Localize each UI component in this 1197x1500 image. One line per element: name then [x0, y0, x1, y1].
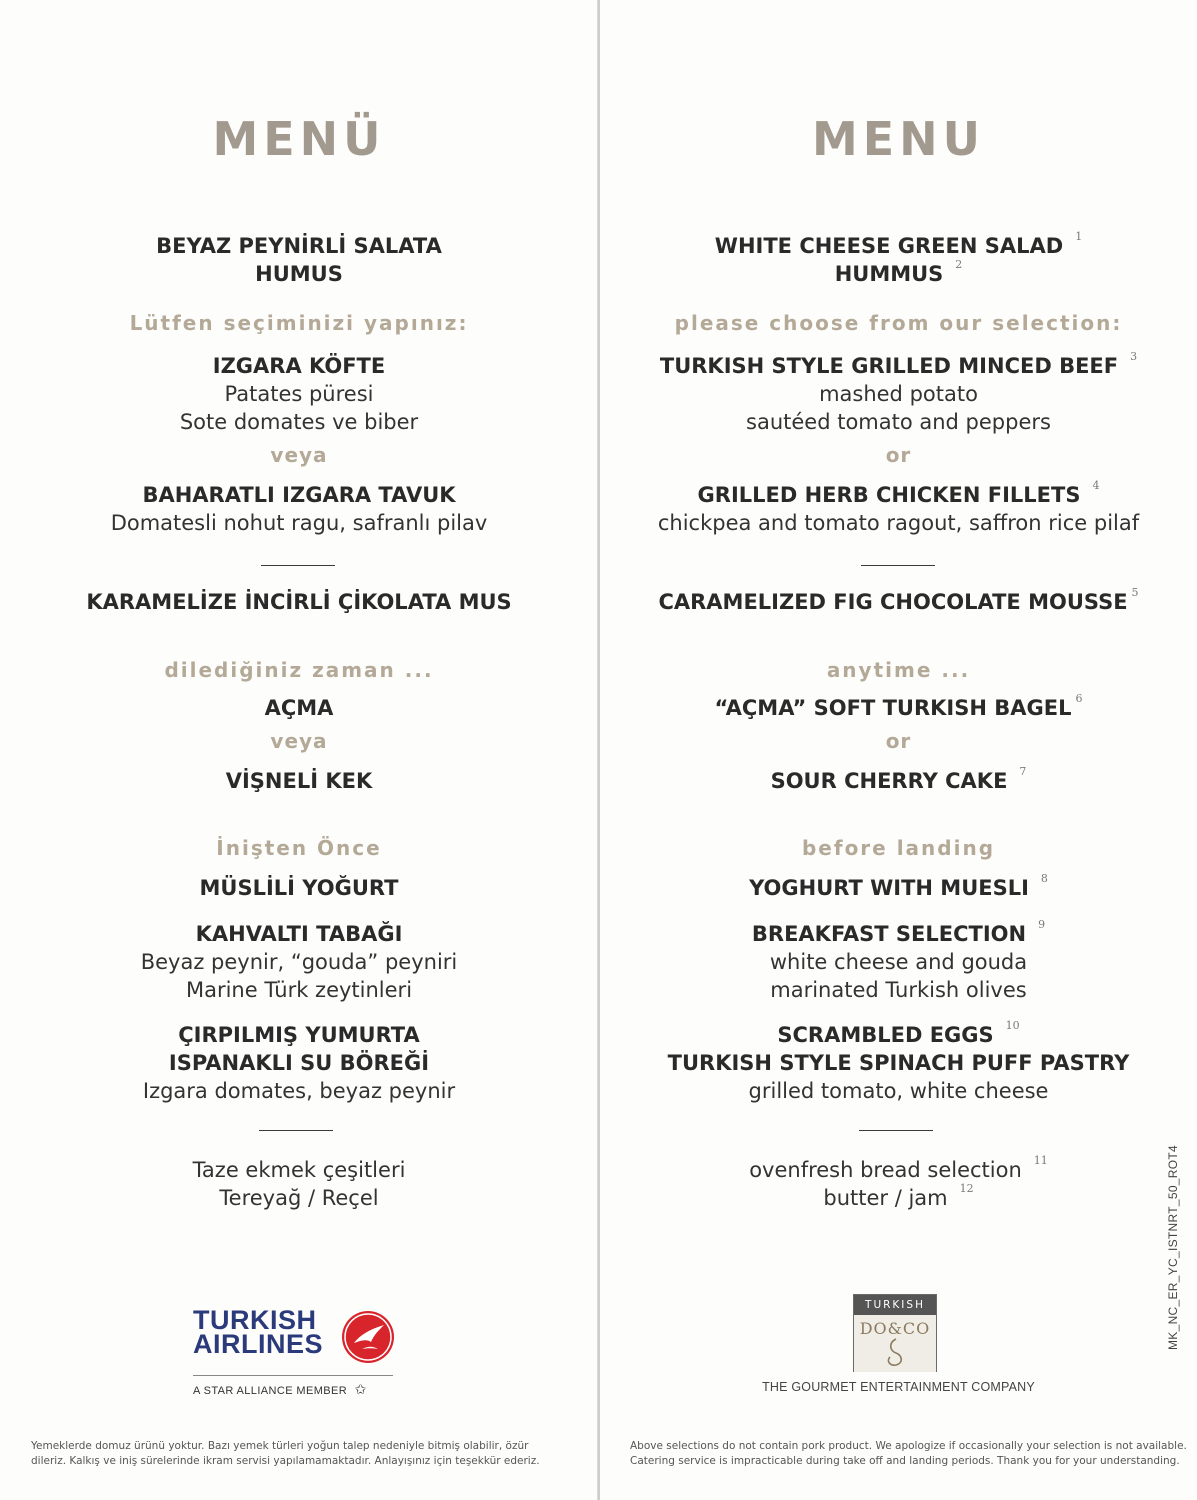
main-course-title: IZGARA KÖFTE: [212, 354, 386, 378]
main-course-title: TURKISH STYLE GRILLED MINCED BEEF $^3$: [659, 350, 1138, 378]
footnote: Above selections do not contain pork product. We apologize if occasionally your selection is not available. Catering service is impracticable during take off and landing periods. Thank you for your understanding.: [630, 1440, 1187, 1467]
doco-logo: [853, 1294, 937, 1372]
item-number: 10: [1005, 1019, 1020, 1032]
item-number: 4: [1092, 479, 1100, 492]
breakfast-detail: grilled tomato, white cheese: [748, 1079, 1049, 1103]
menu-code: MK_NC_ER_YC_ISTNRT_50_ROT4: [1166, 1145, 1180, 1350]
turkish-airlines-logo: [193, 1305, 324, 1359]
bread-item: Tereyağ / Reçel: [219, 1186, 379, 1210]
or-separator: or: [885, 443, 912, 467]
section-divider: [259, 1130, 333, 1131]
breakfast-detail: white cheese and gouda: [769, 950, 1028, 974]
breakfast-detail: Marine Türk zeytinleri: [185, 978, 413, 1002]
selection-heading: Lütfen seçiminizi yapınız:: [129, 311, 469, 335]
item-number: 3: [1130, 350, 1138, 363]
breakfast-item: ISPANAKLI SU BÖREĞİ: [168, 1051, 430, 1075]
breakfast-item: TURKISH STYLE SPINACH PUFF PASTRY: [667, 1051, 1130, 1075]
star-alliance-icon: ✩: [354, 1381, 367, 1397]
doco-tagline: THE GOURMET ENTERTAINMENT COMPANY: [762, 1380, 1035, 1394]
doco-logo-header: TURKISH: [854, 1295, 936, 1315]
main-course-detail: sautéed tomato and peppers: [746, 410, 1051, 434]
bread-item: ovenfresh bread selection $^{11}$: [749, 1154, 1048, 1182]
snack-item: VİŞNELİ KEK: [225, 769, 373, 793]
item-number: 5: [1131, 586, 1139, 599]
or-separator: veya: [270, 729, 328, 753]
airline-globe-icon: [340, 1309, 396, 1365]
breakfast-detail: marinated Turkish olives: [770, 978, 1027, 1002]
main-course-title: BAHARATLI IZGARA TAVUK: [142, 483, 456, 507]
breakfast-detail: Izgara domates, beyaz peynir: [142, 1079, 456, 1103]
section-divider: [859, 1130, 933, 1131]
doco-logo-text: DO&CO: [859, 1319, 931, 1338]
section-divider: [261, 565, 335, 566]
anytime-heading: dilediğiniz zaman ...: [164, 658, 434, 682]
breakfast-item: ÇIRPILMIŞ YUMURTA: [178, 1023, 420, 1047]
starter-item: WHITE CHEESE GREEN SALAD $^1$: [714, 230, 1083, 258]
item-number: 11: [1033, 1154, 1048, 1167]
starter-item: BEYAZ PEYNİRLİ SALATA: [156, 234, 442, 258]
main-course-detail: mashed potato: [819, 382, 978, 406]
dessert-item: CARAMELIZED FIG CHOCOLATE MOUSSE $^5$: [658, 586, 1139, 614]
section-divider: [861, 565, 935, 566]
logo-text: AIRLINES: [193, 1329, 324, 1359]
dessert-item: KARAMELİZE İNCİRLİ ÇİKOLATA MUS: [86, 590, 512, 614]
logo-text: TURKISH: [193, 1305, 317, 1335]
item-number: 9: [1038, 918, 1046, 931]
star-alliance-label: A STAR ALLIANCE MEMBER ✩: [193, 1381, 367, 1397]
main-course-detail: chickpea and tomato ragout, saffron rice pilaf: [657, 511, 1140, 535]
main-course-title: GRILLED HERB CHICKEN FILLETS $^4$: [697, 479, 1100, 507]
before-landing-heading: before landing: [801, 836, 996, 860]
ampersand-flourish-icon: [882, 1337, 910, 1367]
selection-heading: please choose from our selection:: [674, 311, 1123, 335]
logo-divider: [193, 1375, 393, 1376]
main-course-detail: Sote domates ve biber: [179, 410, 419, 434]
bread-item: Taze ekmek çeşitleri: [192, 1158, 406, 1182]
or-separator: or: [885, 729, 912, 753]
starter-item: HUMUS: [255, 262, 343, 286]
item-number: 1: [1075, 230, 1083, 243]
snack-item: AÇMA: [264, 696, 334, 720]
before-landing-heading: İnişten Önce: [216, 836, 382, 860]
breakfast-item: KAHVALTI TABAĞI: [195, 922, 403, 946]
snack-item: “AÇMA” SOFT TURKISH BAGEL $^6$: [714, 692, 1083, 720]
or-separator: veya: [270, 443, 328, 467]
doco-emblem: [854, 1315, 936, 1372]
breakfast-detail: Beyaz peynir, “gouda” peyniri: [140, 950, 458, 974]
breakfast-item: BREAKFAST SELECTION $^9$: [751, 918, 1046, 946]
footnote: Yemeklerde domuz ürünü yoktur. Bazı yemek türleri yoğun talep nedeniyle bitmiş olabilir, özür dileriz. Kalkış ve iniş sürelerinde ikram servisi yapılamamaktadır. Anlayışınız için teşekkür ederiz.: [31, 1440, 540, 1467]
turkish-menu-panel: [0, 0, 598, 1500]
snack-item: SOUR CHERRY CAKE $^7$: [770, 765, 1027, 793]
breakfast-item: SCRAMBLED EGGS $^{10}$: [777, 1019, 1020, 1047]
item-number: 6: [1075, 692, 1083, 705]
main-course-detail: Domatesli nohut ragu, safranlı pilav: [110, 511, 488, 535]
bread-item: butter / jam $^{12}$: [823, 1182, 974, 1210]
anytime-heading: anytime ...: [826, 658, 971, 682]
breakfast-item: MÜSLİLİ YOĞURT: [199, 876, 399, 900]
item-number: 12: [959, 1182, 974, 1195]
item-number: 8: [1040, 872, 1048, 885]
starter-item: HUMMUS $^2$: [834, 258, 963, 286]
main-course-detail: Patates püresi: [224, 382, 374, 406]
menu-title: MENU: [811, 112, 986, 166]
item-number: 2: [955, 258, 963, 271]
item-number: 7: [1019, 765, 1027, 778]
english-menu-panel: [600, 0, 1197, 1500]
menu-title: MENÜ: [212, 112, 386, 166]
breakfast-item: YOGHURT WITH MUESLI $^8$: [749, 872, 1048, 900]
